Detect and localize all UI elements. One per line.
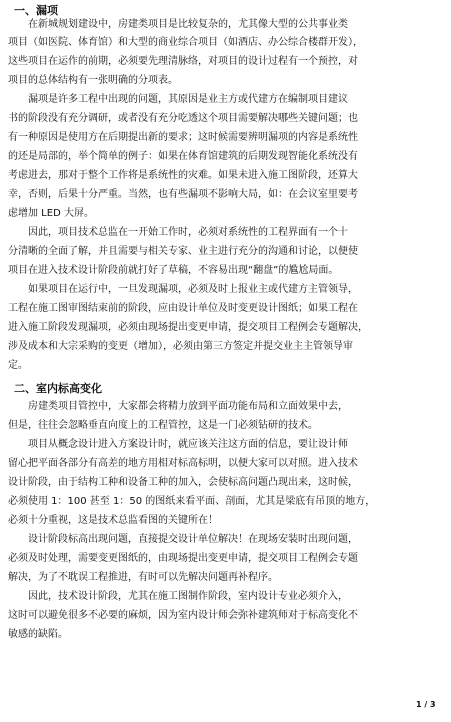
- paragraph-line: 设计阶段标高出现问题，直接提交设计单位解决！在现场安装时出现问题，: [8, 534, 358, 545]
- section-1-heading: 一、漏项: [14, 4, 58, 17]
- section-2-heading: 二、室内标高变化: [14, 382, 102, 395]
- paragraph-line: 定。: [8, 360, 28, 371]
- paragraph-line: 必须使用 1：100 甚至 1：50 的图纸来看平面、剖面，尤其是梁底有吊顶的地方，: [8, 496, 376, 507]
- paragraph-line: 幸，否则，后果十分严重。当然，也有些漏项不影响大局，如：在会议室里要考: [8, 189, 358, 200]
- paragraph-line: 敏感的缺陷。: [8, 629, 68, 640]
- paragraph-line: 必须十分重视，这是技术总监看图的关键所在！: [8, 515, 218, 526]
- paragraph-line: 房建类项目管控中，大家都会将精力放到平面功能布局和立面效果中去，: [8, 401, 348, 412]
- paragraph-line: 有一种原因是使用方在后期提出新的要求；这时候需要辨明漏项的内容是系统性: [8, 132, 358, 143]
- paragraph-line: 这时可以避免很多不必要的麻烦，因为室内设计师会弥补建筑师对于标高变化不: [8, 610, 358, 621]
- paragraph-line: 这些项目在运作的前期，必须要先理清脉络，对项目的设计过程有一个预控，对: [8, 56, 358, 67]
- paragraph-line: 设计阶段，由于结构工种和设备工种的加入，会使标高问题凸现出来，这时候，: [8, 477, 358, 488]
- paragraph-line: 必须及时处理，需要变更图纸的，由现场提出变更申请，提交项目工程例会专题: [8, 553, 358, 564]
- paragraph-line: 项目从概念设计进入方案设计时，就应该关注这方面的信息，要让设计师: [8, 439, 348, 450]
- paragraph-line: 解决，为了不耽误工程推进，有时可以先解决问题再补程序。: [8, 572, 278, 583]
- paragraph-line: 虑增加 LED 大屏。: [8, 208, 94, 219]
- paragraph-line: 书的阶段没有充分调研，或者没有充分吃透这个项目需要解决哪些关键问题；也: [8, 113, 358, 124]
- paragraph-line: 进入施工阶段发现漏项，必须由现场提出变更申请，提交项目工程例会专题解决，: [8, 322, 368, 333]
- paragraph-line: 项目的总体结构有一张明确的分项表。: [8, 75, 178, 86]
- paragraph-line: 工程在施工图审图结束前的阶段，应由设计单位及时变更设计图纸；如果工程在: [8, 303, 358, 314]
- paragraph-line: 因此，技术设计阶段，尤其在施工图制作阶段，室内设计专业必须介入，: [8, 591, 348, 602]
- paragraph-line: 分清晰的全面了解，并且需要与相关专家、业主进行充分的沟通和讨论，以便使: [8, 246, 358, 257]
- paragraph-line: 项目（如医院、体育馆）和大型的商业综合项目（如酒店、办公综合楼群开发），: [8, 37, 363, 48]
- paragraph-line: 因此，项目技术总监在一开始工作时，必须对系统性的工程界面有一个十: [8, 227, 348, 238]
- paragraph-line: 在新城规划建设中，房建类项目是比较复杂的，尤其像大型的公共事业类: [8, 19, 348, 30]
- paragraph-line: 如果项目在运行中，一旦发现漏项，必须及时上报业主或代建方主管领导，: [8, 284, 358, 295]
- paragraph-line: 涉及成本和大宗采购的变更（增加），必须由第三方签定并提交业主主管领导审: [8, 341, 353, 352]
- page-number: 1 / 3: [416, 700, 436, 709]
- paragraph-line: 但是，往往会忽略垂直向度上的工程管控，这是一门必须钻研的技术。: [8, 420, 318, 431]
- paragraph-line: 留心把平面各部分有高差的地方用相对标高标明，以便大家可以对照。进入技术: [8, 458, 358, 469]
- paragraph-line: 的还是局部的，举个简单的例子：如果在体育馆建筑的后期发现智能化系统没有: [8, 151, 358, 162]
- paragraph-line: 考虑进去，那对于整个工作将是系统性的灾难。如果未进入施工图阶段，还算大: [8, 170, 358, 181]
- paragraph-line: 项目在进入技术设计阶段前就打好了草稿，不容易出现“翻盘”的尴尬局面。: [8, 265, 339, 276]
- paragraph-line: 漏项是许多工程中出现的问题，其原因是业主方或代建方在编制项目建议: [8, 94, 348, 105]
